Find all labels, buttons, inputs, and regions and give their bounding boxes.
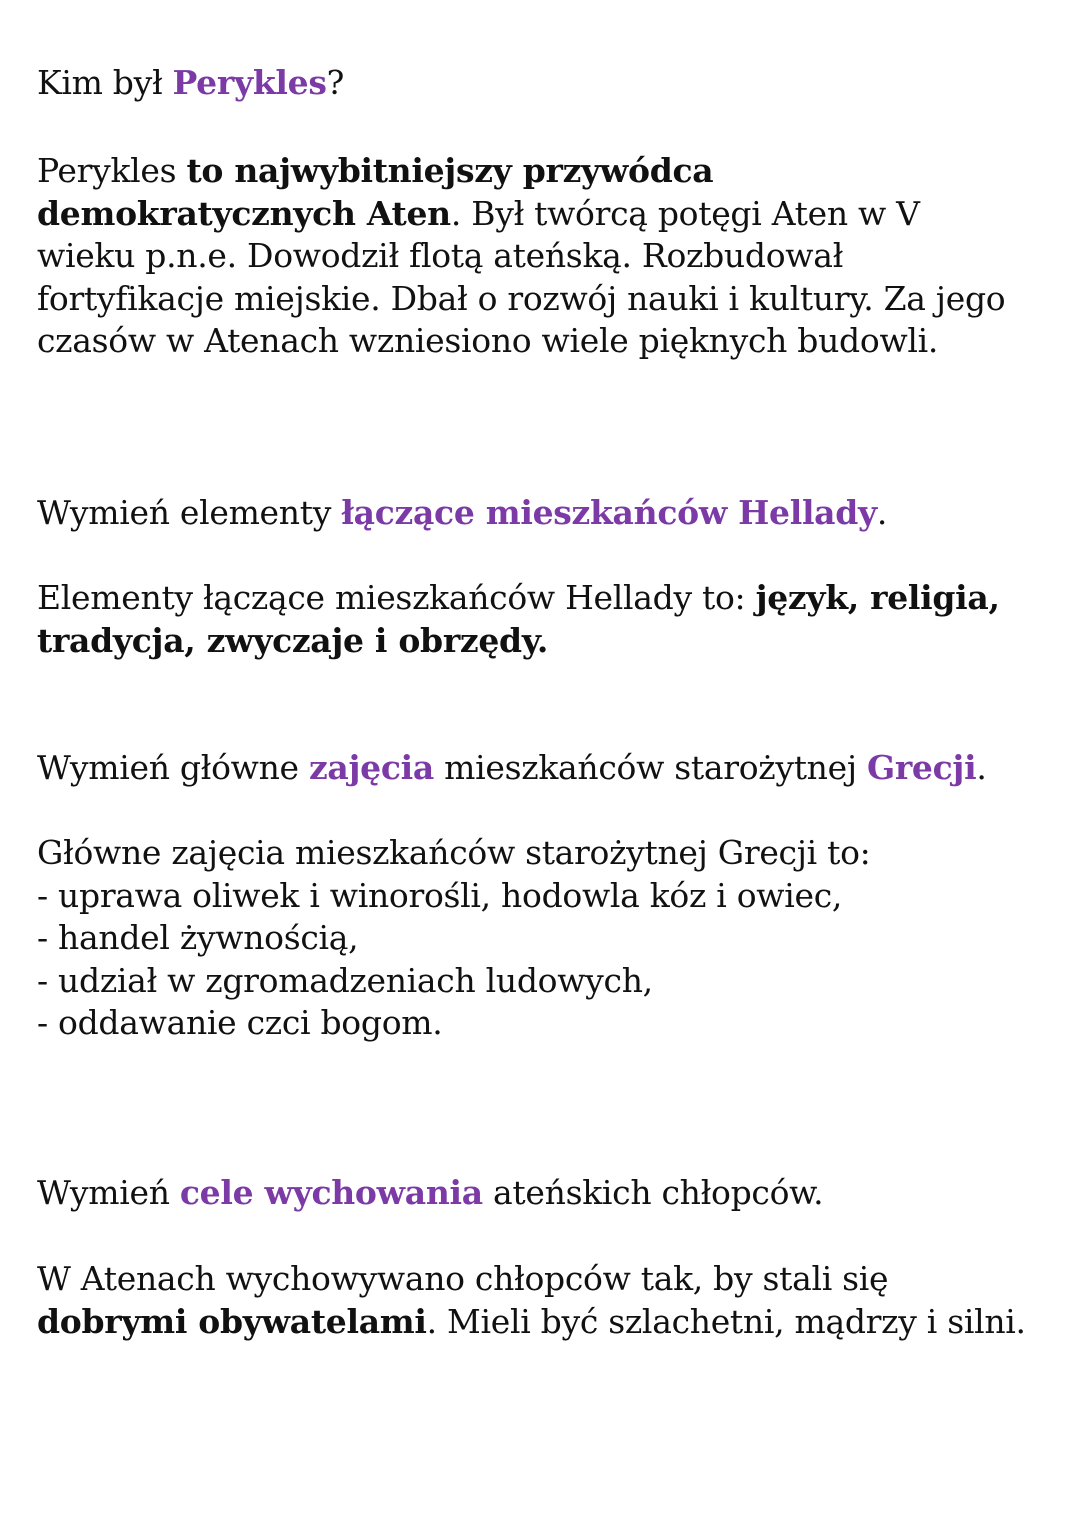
question-keyword: zajęcia [308, 748, 434, 787]
answer-hellada [37, 577, 1027, 662]
question-text-end: . [976, 748, 987, 787]
question-keyword: łączące mieszkańców Hellady [341, 493, 877, 532]
question-keyword: Perykles [172, 63, 327, 102]
list-item: - oddawanie czci bogom. [37, 1003, 443, 1042]
answer-wychowanie [37, 1258, 1027, 1343]
answer-keyword: dobrymi obywatelami [37, 1301, 427, 1341]
question-text: Wymień elementy [37, 493, 342, 532]
answer-text: Elementy łączące mieszkańców Hellady to: [37, 578, 756, 617]
answer-text-end: . Był twórcą potęgi Aten w V wieku p.n.e. Dowodził flotą ateńską. Rozbudował fortyfikacje miejskie. Dbał o rozwój nauki i kultury. Za jego czasów w Atenach wzniesiono wiele pięknych budowli. [37, 193, 1006, 360]
question-keyword-second: Grecji [866, 748, 977, 787]
answer-keyword: język, religia, tradycja, zwyczaje i obrzędy. [37, 578, 1000, 660]
answer-text-end: . Mieli być szlachetni, mądrzy i silni. [426, 1301, 1026, 1341]
question-text-end: ateńskich chłopców. [482, 1173, 824, 1212]
question-zajecia [37, 747, 987, 790]
answer-keyword: to najwybitniejszy przywódca demokratycznych Aten [37, 151, 714, 233]
question-wychowanie [37, 1172, 823, 1215]
list-item: - uprawa oliwek i winorośli, hodowla kóz i owiec, [37, 875, 843, 915]
answer-intro: Główne zajęcia mieszkańców starożytnej Grecji to: [37, 833, 871, 872]
list-item: - udział w zgromadzeniach ludowych, [37, 960, 653, 1000]
answer-zajecia [37, 832, 1037, 1045]
list-item: - handel żywnością, [37, 918, 359, 957]
answer-text: Perykles [37, 151, 187, 190]
answer-perykles [37, 150, 1027, 363]
question-hellada [37, 492, 887, 535]
question-keyword: cele wychowania [179, 1173, 483, 1212]
question-text: Kim był [37, 63, 173, 102]
answer-text: W Atenach wychowywano chłopców tak, by stali się [37, 1259, 889, 1298]
question-text: Wymień [37, 1173, 180, 1212]
question-text-middle: mieszkańców starożytnej [433, 748, 867, 787]
question-perykles [37, 62, 344, 105]
question-text: Wymień główne [37, 748, 309, 787]
question-text-end: ? [326, 63, 345, 102]
question-text-end: . [876, 493, 888, 532]
